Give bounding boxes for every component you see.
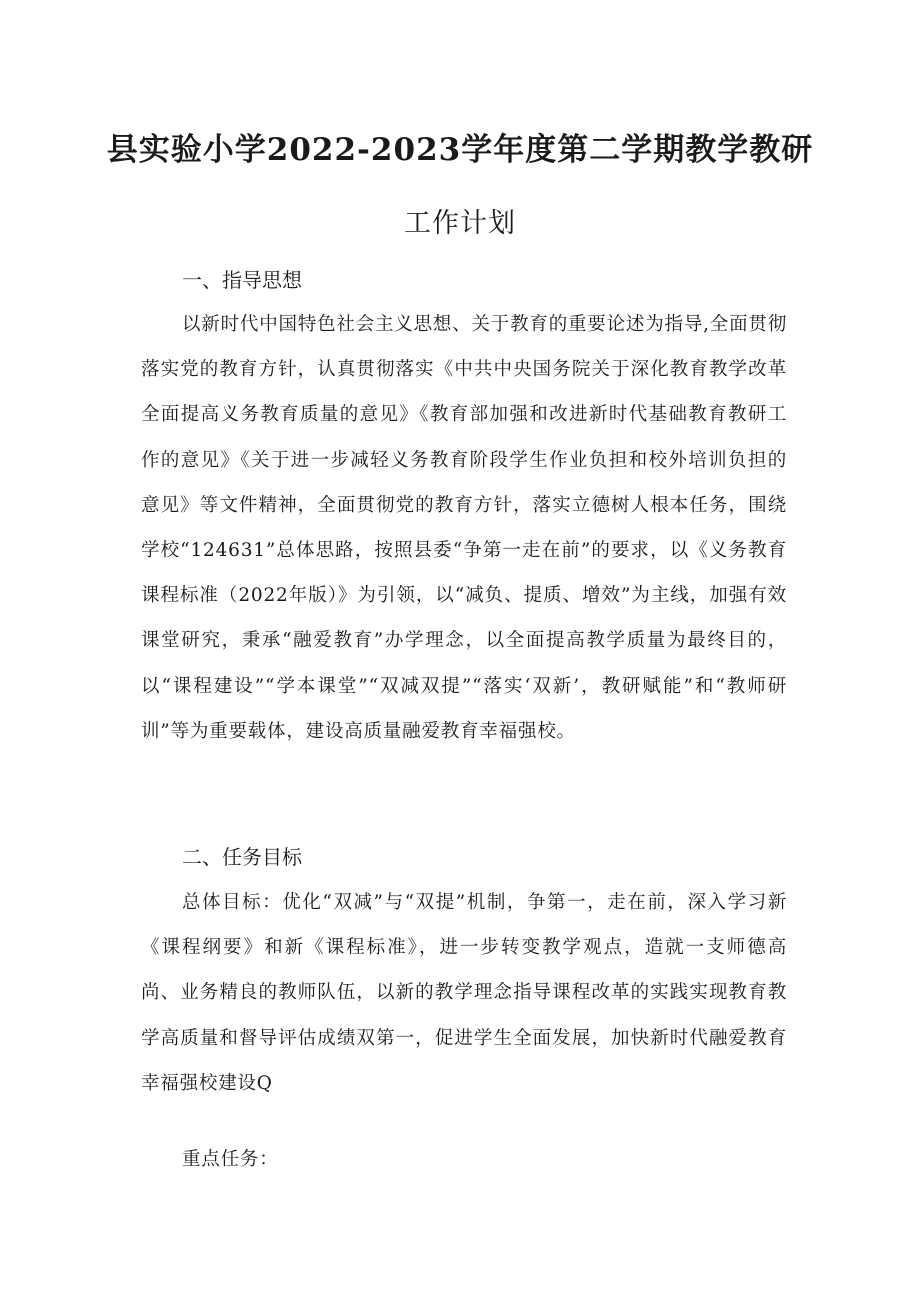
section-heading-task-goals: 二、任务目标 <box>182 845 302 869</box>
document-title-continued: 工作计划 <box>404 208 516 239</box>
task-goals-paragraph: 总体目标：优化“双减”与“双提”机制，争第一，走在前，深入学习新《课程纲要》和新《课程标准》，进一步转变教学观点，造就一支师德高尚、业务精良的教师队伍，以新的教学理念指导课程改革的实践实现教育教学高质量和督导评估成绩双第一，促进学生全面发展，加快新时代融爱教育幸福强校建设Q <box>141 892 787 1094</box>
guiding-ideology-paragraph: 以新时代中国特色社会主义思想、关于教育的重要论述为指导,全面贯彻落实党的教育方针，认真贯彻落实《中共中央国务院关于深化教育教学改革全面提高义务教育质量的意见》《教育部加强和改进新时代基础教育教研工作的意见》《关于进一步减轻义务教育阶段学生作业负担和校外培训负担的意见》等文件精神，全面贯彻党的教育方针，落实立德树人根本任务，围绕学校“124631”总体思路，按照县委“争第一走在前”的要求，以《义务教育课程标准（2022年版）》为引领，以“减负、提质、增效”为主线，加强有效课堂研究，秉承“融爱教育”办学理念，以全面提高教学质量为最终目的，以“课程建设”“学本课堂”“双减双提”“落实‘双新’，教研赋能”和“教师研训”等为重要载体，建设高质量融爱教育幸福强校。 <box>141 314 787 742</box>
section-heading-guiding-ideology: 一、指导思想 <box>182 268 302 292</box>
key-tasks-label: 重点任务： <box>182 1149 279 1170</box>
document-title: 县实验小学2022-2023学年度第二学期教学教研 <box>106 132 814 168</box>
